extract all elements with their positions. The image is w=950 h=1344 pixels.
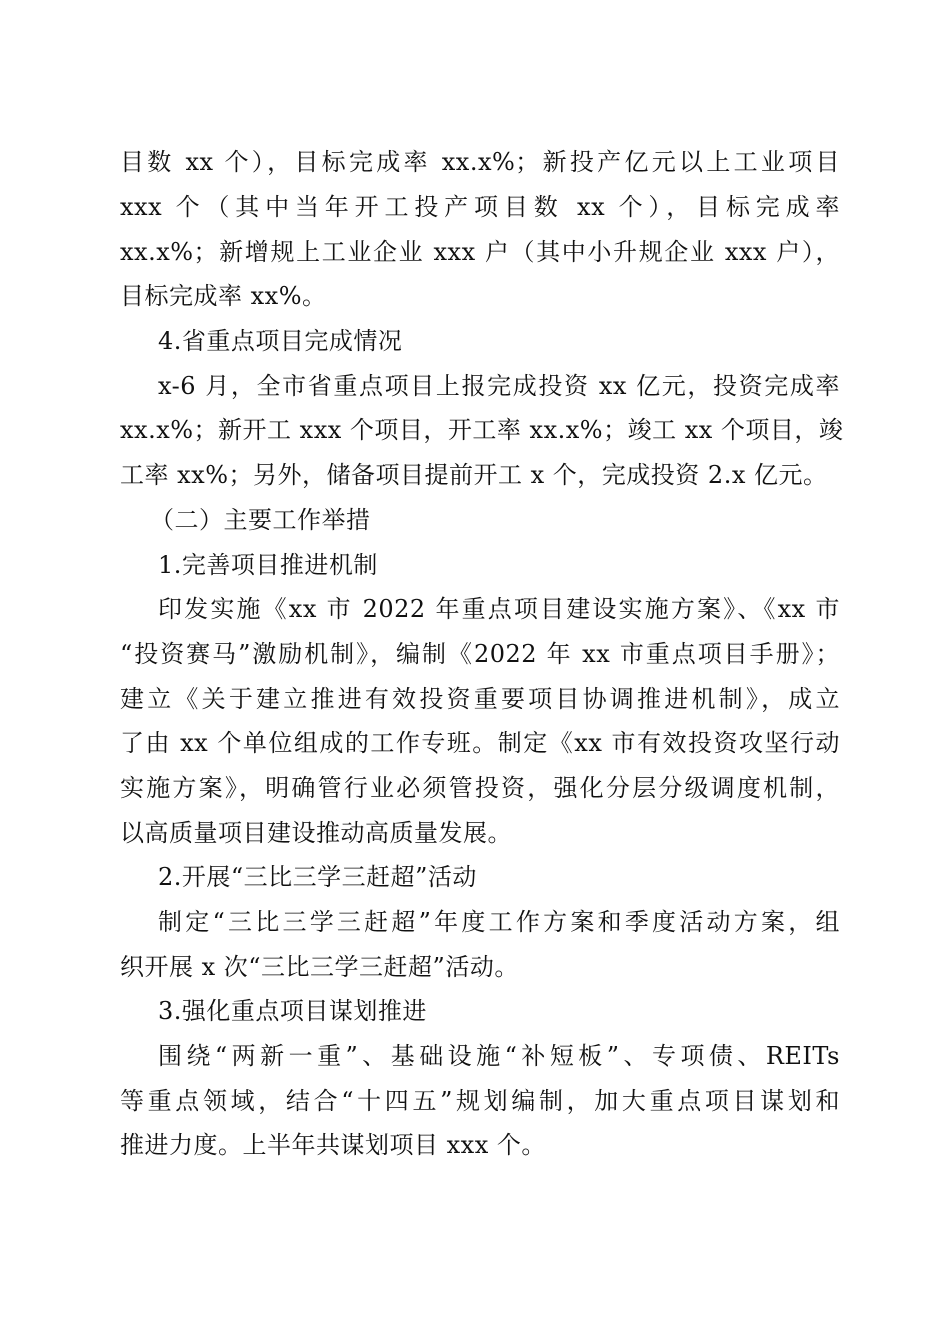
paragraph-line: 推进力度。上半年共谋划项目 xxx 个。 [120, 1131, 546, 1159]
paragraph-line: 以高质量项目建设推动高质量发展。 [120, 819, 512, 847]
paragraph-line: xx.x%；新增规上工业企业 xxx 户（其中小升规企业 xxx 户）， [120, 238, 840, 266]
paragraph-line: 印发实施《xx 市 2022 年重点项目建设实施方案》、《xx 市 [158, 595, 840, 623]
subheading-3: 3.强化重点项目谋划推进 [158, 997, 427, 1025]
paragraph-line: 目标完成率 xx%。 [120, 282, 327, 310]
paragraph-line: “投资赛马”激励机制》，编制《2022 年 xx 市重点项目手册》； [120, 640, 840, 668]
paragraph-line: xxx 个（其中当年开工投产项目数 xx 个），目标完成率 [120, 193, 840, 221]
paragraph-line: x-6 月，全市省重点项目上报完成投资 xx 亿元，投资完成率 [158, 372, 840, 400]
paragraph-line: 工率 xx%；另外，储备项目提前开工 x 个，完成投资 2.x 亿元。 [120, 461, 828, 489]
paragraph-line: 制定“三比三学三赶超”年度工作方案和季度活动方案，组 [158, 908, 840, 936]
paragraph-line: 等重点领域，结合“十四五”规划编制，加大重点项目谋划和 [120, 1087, 840, 1115]
section-title: （二）主要工作举措 [150, 506, 371, 534]
subheading-4: 4.省重点项目完成情况 [158, 327, 403, 355]
paragraph-line: 织开展 x 次“三比三学三赶超”活动。 [120, 953, 519, 981]
paragraph-line: 了由 xx 个单位组成的工作专班。制定《xx 市有效投资攻坚行动 [120, 729, 840, 757]
paragraph-line: 建立《关于建立推进有效投资重要项目协调推进机制》，成立 [120, 685, 840, 713]
paragraph-line: 实施方案》，明确管行业必须管投资，强化分层分级调度机制， [120, 774, 840, 802]
paragraph-line: 围绕“两新一重”、基础设施“补短板”、专项债、REITs [158, 1042, 840, 1070]
paragraph-line: 目数 xx 个），目标完成率 xx.x%；新投产亿元以上工业项目 [120, 148, 840, 176]
subheading-2: 2.开展“三比三学三赶超”活动 [158, 863, 477, 891]
subheading-1: 1.完善项目推进机制 [158, 551, 378, 579]
paragraph-line: xx.x%；新开工 xxx 个项目，开工率 xx.x%；竣工 xx 个项目，竣 [120, 416, 844, 444]
